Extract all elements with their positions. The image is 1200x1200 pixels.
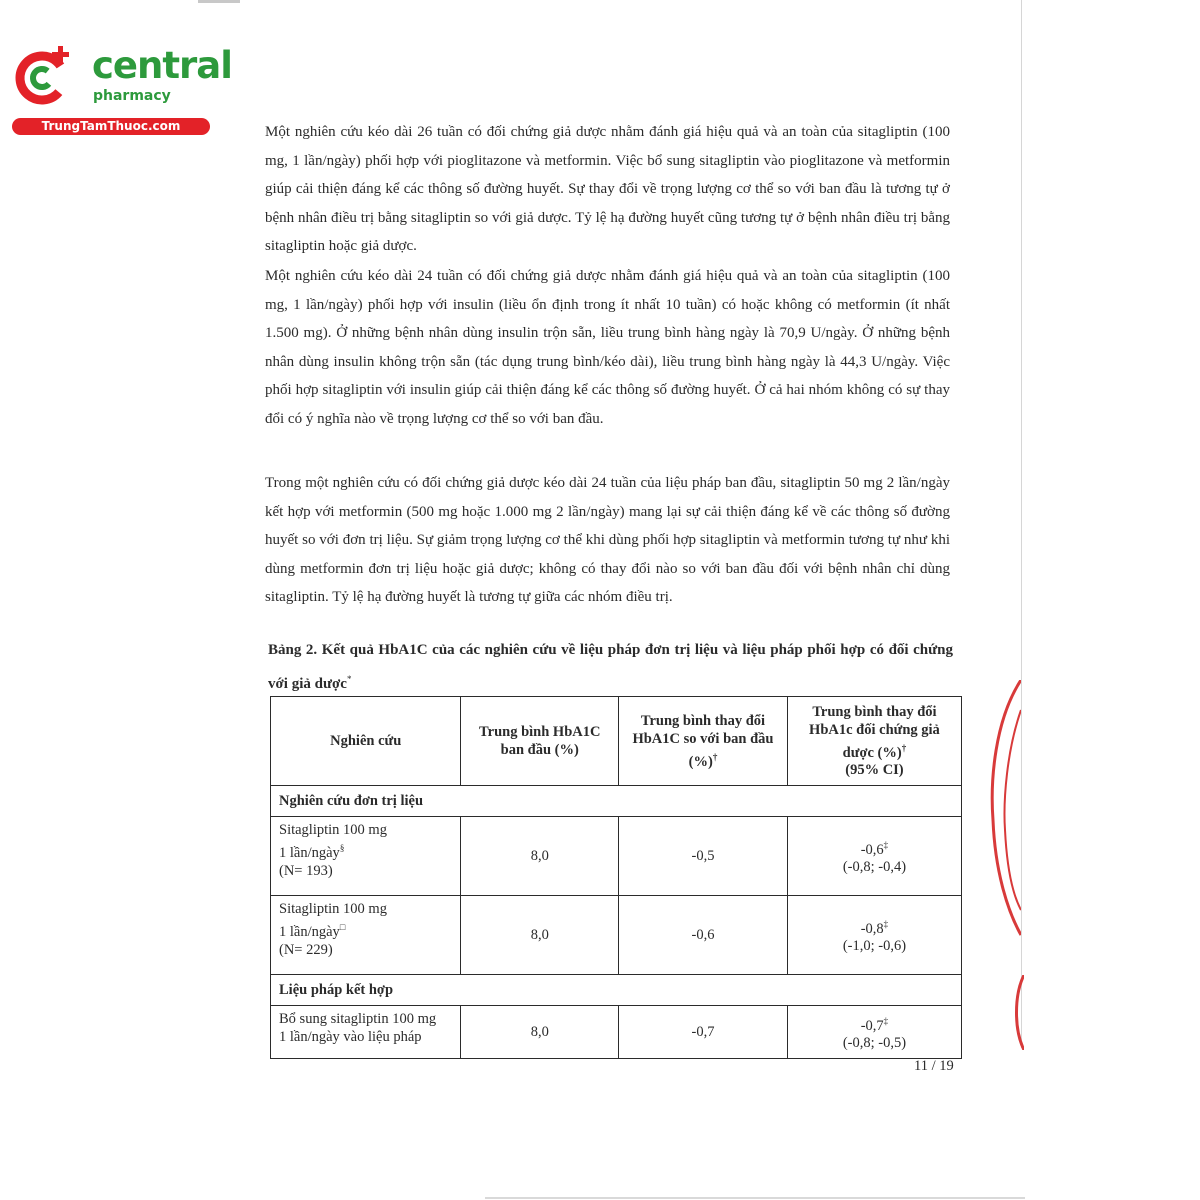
logo-brand: central bbox=[92, 44, 232, 87]
section-title: Liệu pháp kết hợp bbox=[271, 975, 962, 1006]
study-cell: Bổ sung sitagliptin 100 mg 1 lần/ngày vào liệu pháp bbox=[271, 1006, 461, 1059]
page-number: 11 / 19 bbox=[914, 1058, 954, 1074]
table-row bbox=[271, 896, 962, 975]
caption-footnote-mark: * bbox=[346, 674, 352, 684]
header-placebo-change: Trung bình thay đổi HbA1c đối chứng giả dược (%)† (95% CI) bbox=[787, 697, 961, 786]
paragraph-initial-therapy-study: Trong một nghiên cứu có đối chứng giả dược kéo dài 24 tuần của liệu pháp ban đầu, sitagliptin 50 mg 2 lần/ngày kết hợp với metformin (500 mg hoặc 1.000 mg 2 lần/ngày) mang lại sự cải thiện đáng kể về các thông số đường huyết so với đơn trị liệu. Sự giảm trọng lượng cơ thể khi dùng phối hợp sitagliptin và metformin tương tự như khi dùng metformin đơn trị liệu hoặc giả dược; không có thay đổi nào so với ban đầu đối với bệnh nhân chỉ dùng sitagliptin. Tỷ lệ hạ đường huyết là tương tự giữa các nhóm điều trị. bbox=[265, 475, 950, 606]
page-edge bbox=[1021, 0, 1022, 1048]
paragraph-insulin-study: Một nghiên cứu kéo dài 24 tuần có đối chứng giả dược nhằm đánh giá hiệu quả và an toàn của sitagliptin (100 mg, 1 lần/ngày) phối hợp với insulin (liều ổn định trong ít nhất 10 tuần) có hoặc không có metformin (ít nhất 1.500 mg). Ở những bệnh nhân dùng insulin trộn sẵn, liều trung bình hàng ngày là 70,9 U/ngày. Ở những bệnh nhân dùng insulin không trộn sẵn (tác dụng trung bình/kéo dài), liều trung bình hàng ngày là 44,3 U/ngày. Việc phối hợp sitagliptin với insulin giúp cải thiện đáng kể các thông số đường huyết. Ở cả hai nhóm không có sự thay đổi có ý nghĩa nào về trọng lượng cơ thể so với ban đầu. bbox=[265, 268, 950, 427]
table-row bbox=[271, 1006, 962, 1059]
section-row-monotherapy bbox=[271, 786, 962, 817]
central-logo-icon bbox=[10, 38, 82, 110]
logo-subtitle: pharmacy bbox=[93, 88, 171, 104]
placebo-change-cell: -0,6‡ (-0,8; -0,4) bbox=[787, 817, 961, 896]
change-cell: -0,7 bbox=[619, 1006, 788, 1059]
scan-artifact bbox=[198, 0, 240, 3]
table-caption: Bảng 2. Kết quả HbA1C của các nghiên cứu về liệu pháp đơn trị liệu và liệu pháp phối hợp có đối chứng với giả dược* bbox=[268, 642, 953, 692]
baseline-cell: 8,0 bbox=[461, 896, 619, 975]
pharmacy-logo[interactable] bbox=[10, 38, 232, 138]
placebo-change-cell: -0,7‡ (-0,8; -0,5) bbox=[787, 1006, 961, 1059]
section-row-combination bbox=[271, 975, 962, 1006]
official-stamp-fragment bbox=[1012, 975, 1024, 1050]
header-study: Nghiên cứu bbox=[271, 697, 461, 786]
hba1c-results-table bbox=[270, 696, 962, 1059]
change-cell: -0,6 bbox=[619, 896, 788, 975]
paragraph-pioglitazone-study: Một nghiên cứu kéo dài 26 tuần có đối chứng giả dược nhằm đánh giá hiệu quả và an toàn của sitagliptin (100 mg, 1 lần/ngày) phối hợp với pioglitazone và metformin. Việc bổ sung sitagliptin vào pioglitazone và metformin giúp cải thiện đáng kể các thông số đường huyết. Sự thay đổi về trọng lượng cơ thể so với ban đầu là tương tự ở bệnh nhân điều trị bằng sitagliptin so với giả dược. Tỷ lệ hạ đường huyết cũng tương tự ở bệnh nhân điều trị bằng sitagliptin hoặc giả dược. bbox=[265, 124, 950, 255]
table-row bbox=[271, 817, 962, 896]
placebo-change-cell: -0,8‡ (-1,0; -0,6) bbox=[787, 896, 961, 975]
page-edge-bottom bbox=[485, 1197, 1025, 1199]
header-baseline: Trung bình HbA1C ban đầu (%) bbox=[461, 697, 619, 786]
baseline-cell: 8,0 bbox=[461, 817, 619, 896]
study-cell: Sitagliptin 100 mg 1 lần/ngày□ (N= 229) bbox=[271, 896, 461, 975]
header-change: Trung bình thay đổi HbA1C so với ban đầu (%)† bbox=[619, 697, 788, 786]
section-title: Nghiên cứu đơn trị liệu bbox=[271, 786, 962, 817]
study-cell: Sitagliptin 100 mg 1 lần/ngày§ (N= 193) bbox=[271, 817, 461, 896]
change-cell: -0,5 bbox=[619, 817, 788, 896]
official-stamp-fragment bbox=[985, 680, 1021, 940]
table-header-row bbox=[271, 697, 962, 786]
logo-website[interactable]: TrungTamThuoc.com bbox=[12, 118, 210, 135]
baseline-cell: 8,0 bbox=[461, 1006, 619, 1059]
